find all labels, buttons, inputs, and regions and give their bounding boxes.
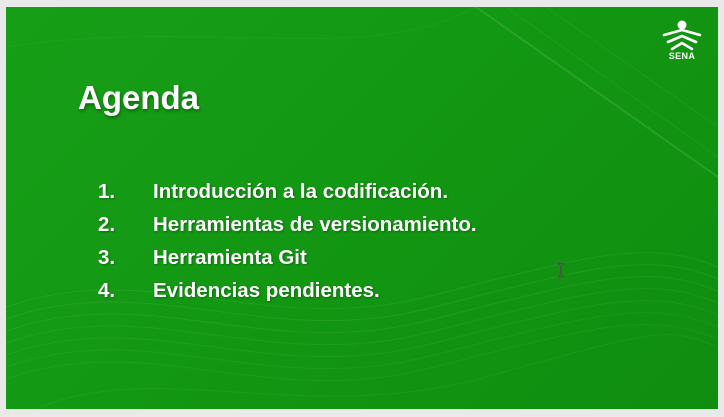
slide[interactable] (6, 7, 718, 409)
agenda-list (98, 175, 477, 307)
agenda-item-label: Evidencias pendientes. (153, 279, 380, 302)
agenda-item (98, 208, 477, 241)
agenda-item-number: 3. (98, 246, 116, 269)
agenda-item (98, 175, 477, 208)
agenda-item (98, 241, 477, 274)
agenda-item-label: Introducción a la codificación. (153, 180, 449, 203)
agenda-item-label: Herramientas de versionamiento. (153, 213, 477, 236)
sena-logo-icon (660, 19, 704, 51)
agenda-item-number: 4. (98, 279, 116, 302)
agenda-item-number: 2. (98, 213, 116, 236)
text-cursor-icon (557, 263, 565, 277)
agenda-item-number: 1. (98, 180, 116, 203)
sena-logo (660, 19, 704, 71)
slide-title: Agenda (78, 79, 200, 116)
sena-logo-text: SENA (668, 51, 696, 61)
agenda-item-label: Herramienta Git (153, 246, 307, 269)
agenda-item (98, 274, 477, 307)
